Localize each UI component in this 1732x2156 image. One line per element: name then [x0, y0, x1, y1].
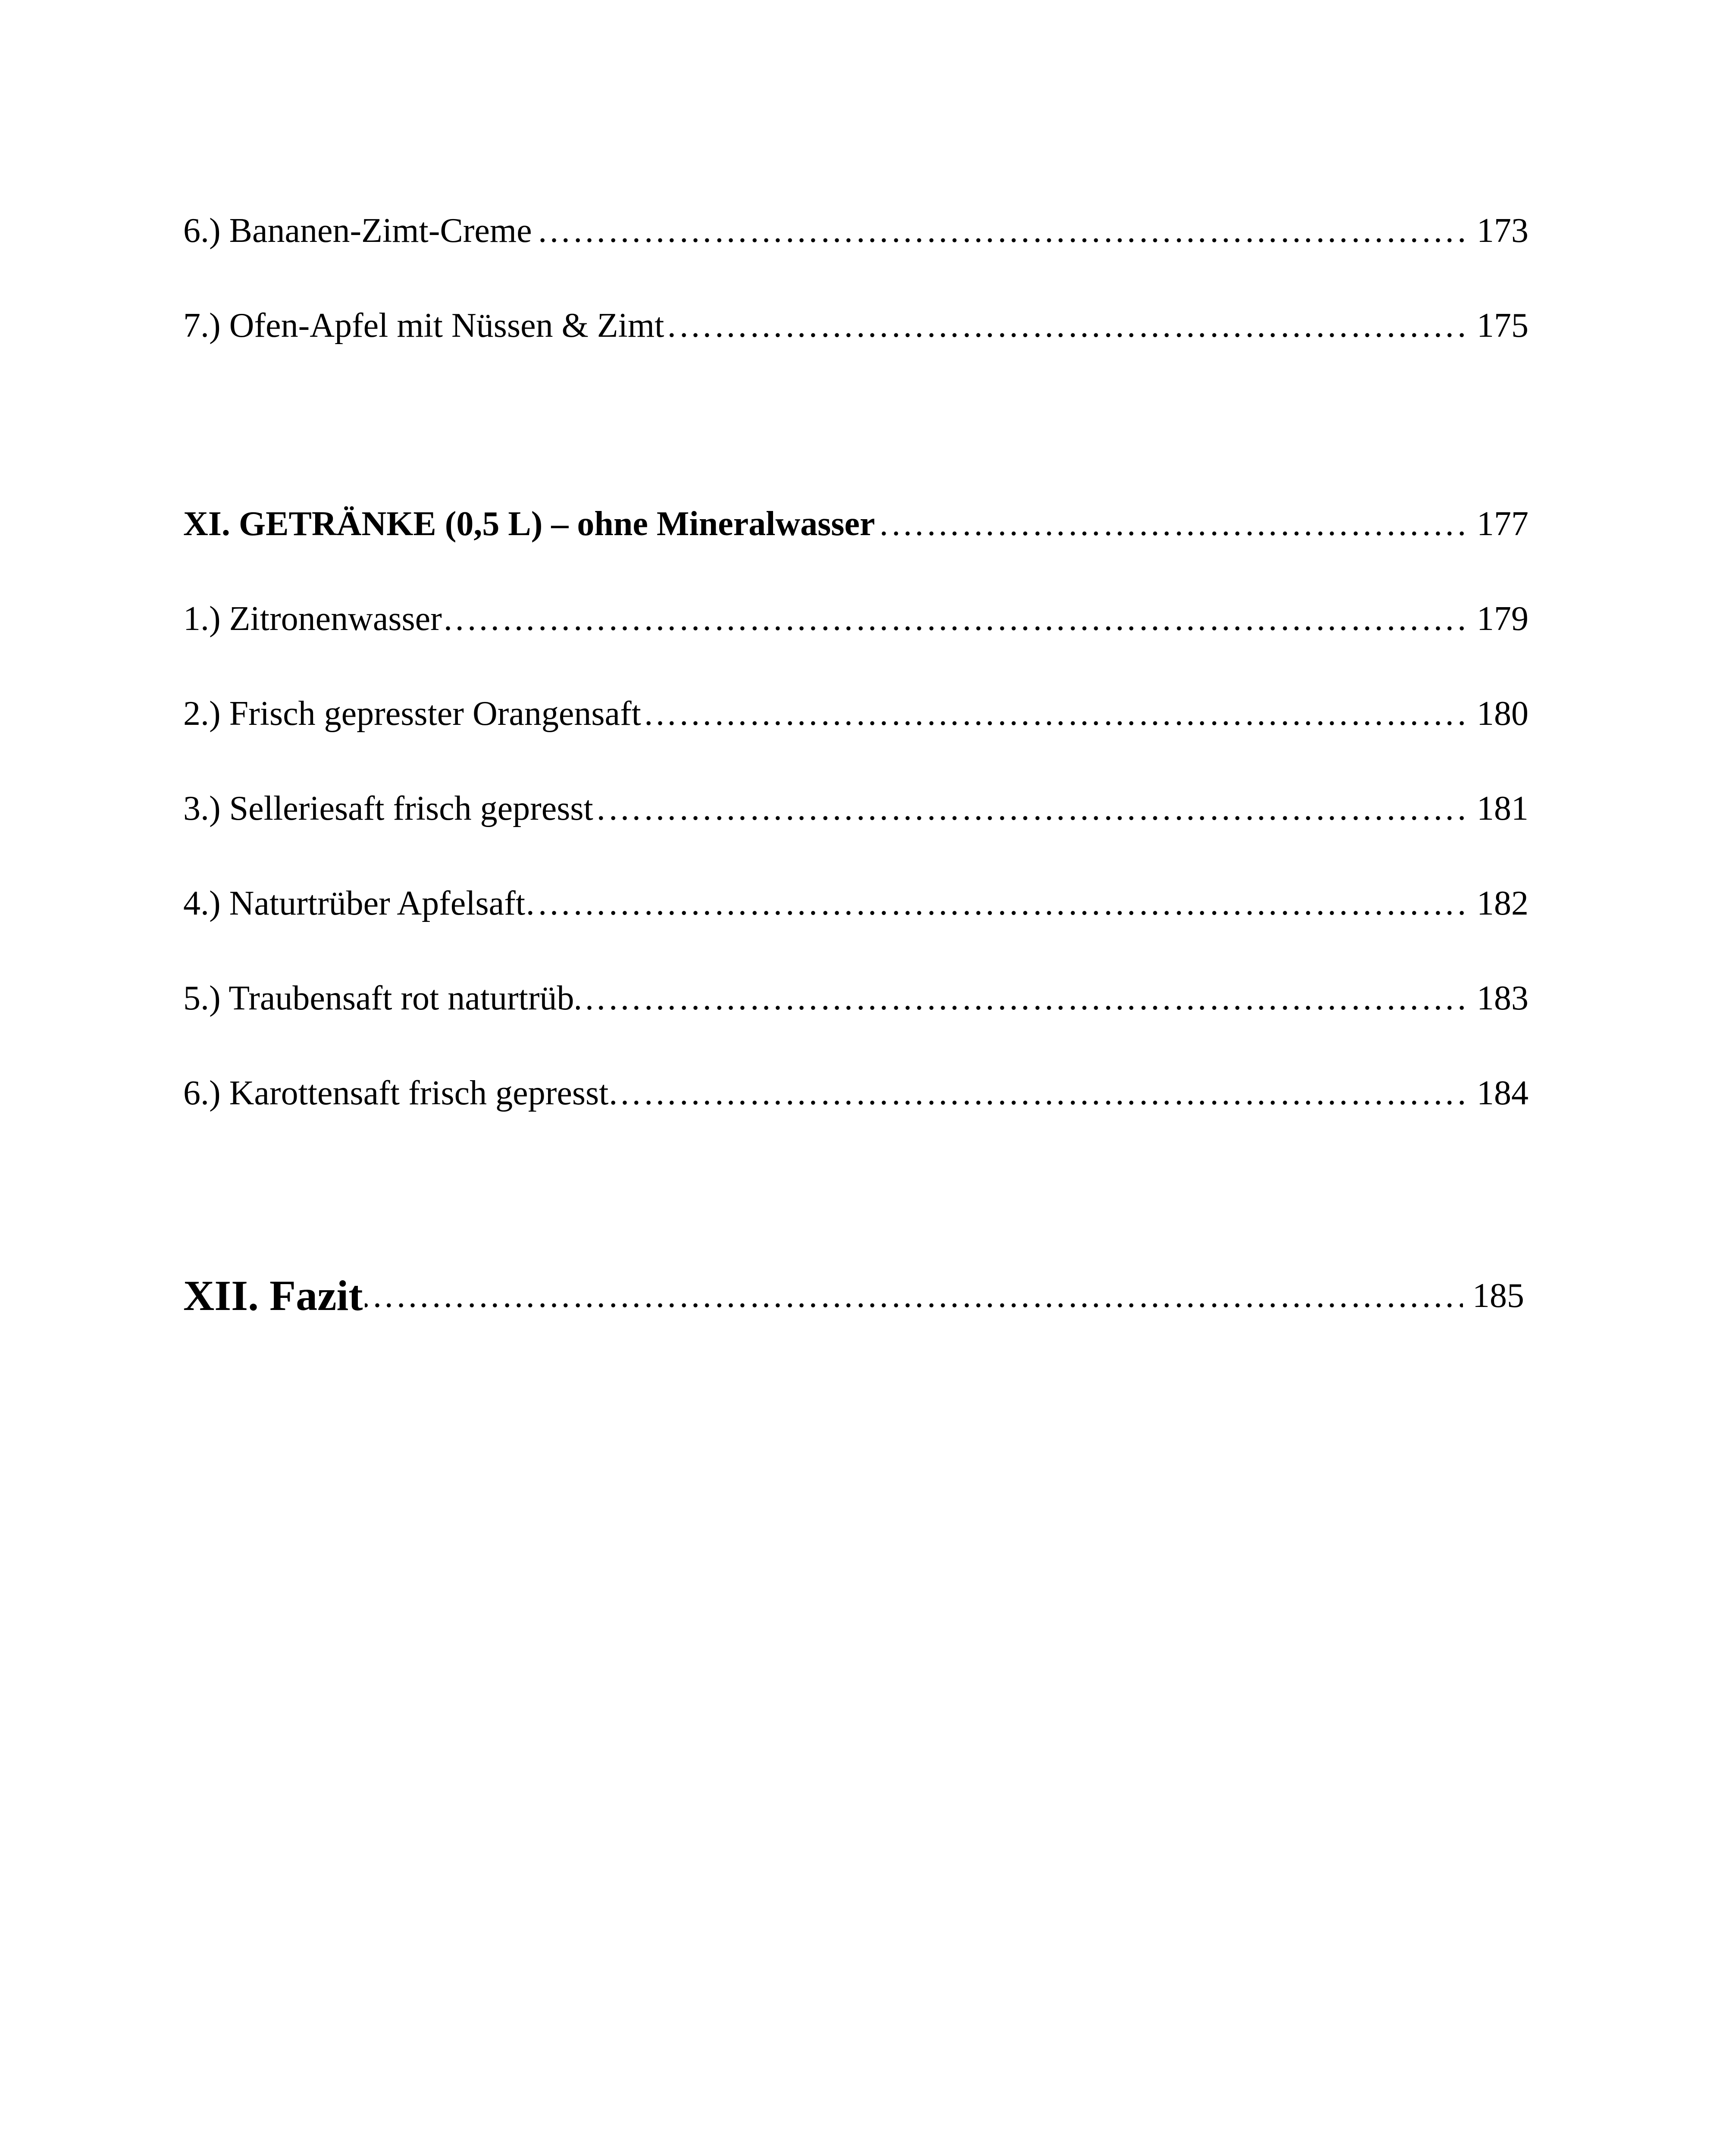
toc-entry-label: 6.) Bananen-Zimt-Creme [183, 205, 534, 257]
toc-entry-label: 3.) Selleriesaft frisch gepresst [183, 783, 595, 834]
toc-page-number: 180 [1467, 688, 1528, 740]
toc-entry-karottensaft[interactable] [183, 1067, 1528, 1119]
toc-section-getraenke[interactable] [183, 498, 1528, 550]
toc-entry-label: 4.) Naturtrüber Apfelsaft [183, 877, 527, 929]
toc-entry-selleriesaft[interactable] [183, 783, 1528, 834]
toc-section-label: XII. Fazit [183, 1270, 365, 1322]
toc-entry-bananen-zimt-creme[interactable] [183, 205, 1528, 257]
toc-page-number: 179 [1467, 593, 1528, 645]
toc-entry-traubensaft[interactable] [183, 972, 1528, 1024]
toc-entry-label: 7.) Ofen-Apfel mit Nüssen & Zimt [183, 300, 666, 351]
toc-entry-label: 1.) Zitronenwasser [183, 593, 444, 645]
toc-entry-apfelsaft[interactable] [183, 877, 1528, 929]
toc-entry-label: 5.) Traubensaft rot naturtrüb [183, 972, 576, 1024]
toc-entry-ofen-apfel[interactable] [183, 300, 1528, 351]
toc-entry-label: 6.) Karottensaft frisch gepresst [183, 1067, 610, 1119]
toc-leader-dots [183, 1270, 1524, 1322]
toc-page-number: 182 [1467, 877, 1528, 929]
toc-page-number: 173 [1467, 205, 1528, 257]
toc-page-number: 175 [1467, 300, 1528, 351]
toc-section-label: XI. GETRÄNKE (0,5 L) – ohne Mineralwasser [183, 498, 877, 550]
toc-page-number: 181 [1467, 783, 1528, 834]
toc-page-number: 183 [1467, 972, 1528, 1024]
toc-entry-label: 2.) Frisch gepresster Orangensaft [183, 688, 643, 740]
toc-page-number: 177 [1467, 498, 1528, 550]
toc-page-number: 185 [1463, 1270, 1524, 1322]
toc-entry-zitronenwasser[interactable] [183, 593, 1528, 645]
toc-section-fazit[interactable] [183, 1270, 1524, 1322]
toc-page-number: 184 [1467, 1067, 1528, 1119]
toc-entry-orangensaft[interactable] [183, 688, 1528, 740]
